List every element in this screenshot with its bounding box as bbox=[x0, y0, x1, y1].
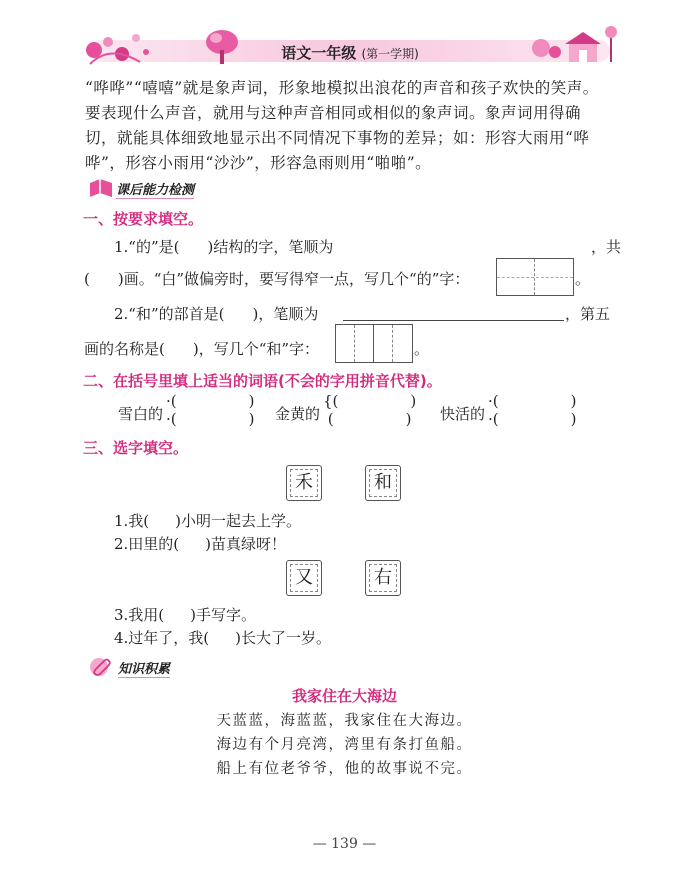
page-number: — 139 — bbox=[312, 836, 377, 852]
q2-text: 2.“和”的部首是( bbox=[114, 305, 225, 323]
choice-he-and[interactable]: 和 bbox=[365, 465, 401, 501]
section2-title: 二、在括号里填上适当的词语(不会的字用拼音代替)。 bbox=[83, 372, 442, 390]
q1-text: 。 bbox=[575, 270, 591, 288]
s3-q3: 3.我用( )手写字。 bbox=[114, 606, 257, 624]
poem-title: 我家住在大海边 bbox=[291, 687, 397, 705]
q2-text: 。 bbox=[414, 340, 430, 358]
poem-line: 海边有个月亮湾，湾里有条打鱼船。 bbox=[216, 737, 473, 753]
s3-q1: 1.我( )小明一起去上学。 bbox=[114, 512, 302, 530]
s3-q4: 4.过年了，我( )长大了一岁。 bbox=[114, 629, 332, 647]
q2-line1 bbox=[114, 303, 318, 324]
knowledge-tag-label: 知识积累 bbox=[118, 658, 170, 678]
q1-text: ，共 bbox=[591, 238, 622, 256]
s3-q2: 2.田里的( )苗真绿呀！ bbox=[114, 535, 287, 553]
check-tag bbox=[88, 177, 198, 199]
q1-text: ( bbox=[84, 270, 90, 288]
header-subtitle: (第一学期) bbox=[361, 47, 419, 61]
choice-he-grain[interactable]: 禾 bbox=[286, 465, 322, 501]
choice-you-again[interactable]: 又 bbox=[286, 560, 322, 596]
q1-text: )画。“白”做偏旁时，要写得窄一点，写几个“的”字： bbox=[117, 270, 470, 288]
poem-body bbox=[0, 709, 689, 781]
q1-line2 bbox=[84, 268, 469, 289]
stroke-order-line[interactable] bbox=[343, 320, 564, 321]
q1-text: 1.“的”是( bbox=[114, 238, 180, 256]
intro-line: 要表现什么声音，就用与这种声音相同或相似的象声词。象声词用得确 bbox=[85, 104, 582, 122]
poem-line: 天蓝蓝，海蓝蓝，我家住在大海边。 bbox=[216, 713, 473, 729]
q2-text: )，笔顺为 bbox=[252, 305, 319, 323]
q2-text: )，写几个“和”字： bbox=[192, 340, 320, 358]
answer-brace-1[interactable]: ·( ) ·( ) bbox=[166, 392, 255, 428]
intro-line: “哗哗”“嘻嘻”就是象声词，形象地模拟出浪花的声音和孩子欢快的笑声。 bbox=[85, 79, 599, 97]
knowledge-tag bbox=[88, 655, 198, 679]
header-title bbox=[70, 42, 630, 63]
book-icon bbox=[88, 177, 114, 199]
q2-line2 bbox=[84, 338, 319, 359]
section3-title: 三、选字填空。 bbox=[83, 439, 189, 457]
intro-line: 哗”，形容小雨用“沙沙”，形容急雨则用“啪啪”。 bbox=[85, 154, 432, 172]
page-header bbox=[70, 18, 630, 70]
q2-text: 画的名称是( bbox=[84, 340, 165, 358]
writing-grid-de[interactable] bbox=[496, 258, 574, 296]
paperclip-icon bbox=[88, 655, 114, 679]
choice-you-right[interactable]: 右 bbox=[365, 560, 401, 596]
section1-title: 一、按要求填空。 bbox=[83, 210, 204, 228]
word-prompt-kuaihuo: 快活的 bbox=[440, 405, 486, 423]
header-title-text: 语文一年级 bbox=[281, 44, 357, 62]
intro-paragraph bbox=[85, 76, 625, 176]
q1-line1 bbox=[114, 236, 333, 257]
intro-line: 切，就能具体细致地显示出不同情况下事物的差异；如：形容大雨用“哗 bbox=[85, 129, 590, 147]
word-prompt-xuebai: 雪白的 bbox=[118, 405, 164, 423]
check-tag-label: 课后能力检测 bbox=[116, 179, 194, 199]
answer-brace-3[interactable]: ·( ) ·( ) bbox=[488, 392, 577, 428]
word-prompt-jinhuang: 金黄的 bbox=[275, 405, 321, 423]
writing-grid-he[interactable] bbox=[335, 324, 413, 363]
answer-brace-2[interactable]: {( ) ( ) bbox=[323, 392, 417, 428]
q1-text: )结构的字，笔顺为 bbox=[207, 238, 334, 256]
q2-text: ，第五 bbox=[565, 305, 611, 323]
poem-line: 船上有位老爷爷，他的故事说不完。 bbox=[216, 761, 473, 777]
